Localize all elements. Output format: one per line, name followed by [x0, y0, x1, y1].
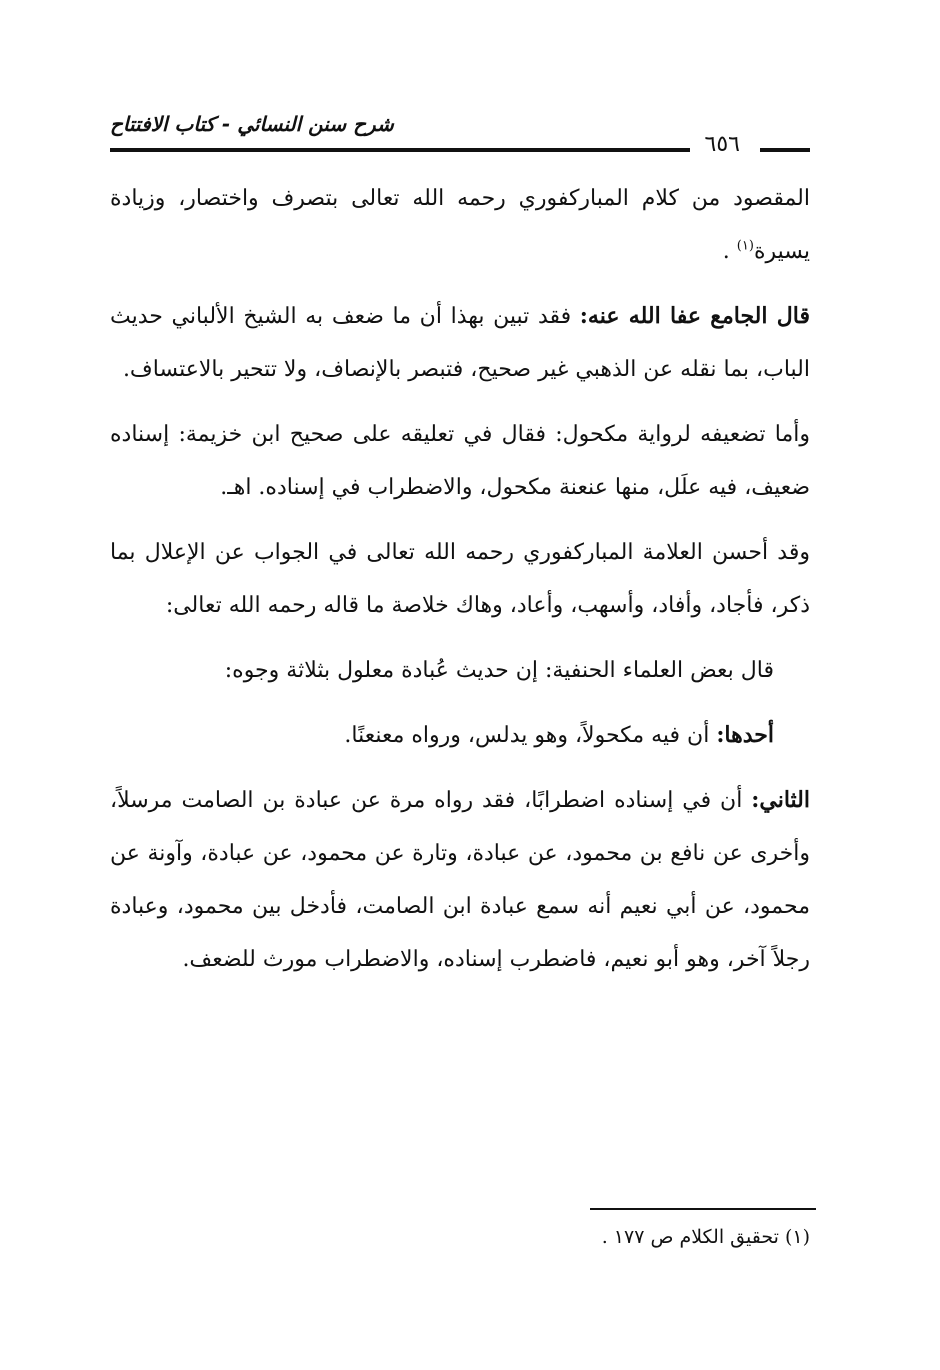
- paragraph-text: أن فيه مكحولاً، وهو يدلس، ورواه معنعنًا.: [344, 723, 717, 748]
- footnote-rule: [590, 1208, 816, 1210]
- paragraph-text: أن في إسناده اضطرابًا، فقد رواه مرة عن عبادة بن الصامت مرسلاً، وأخرى عن نافع بن محمود، عن عبادة، وتارة عن محمود، عن عبادة، وآونة عن محمود، عن أبي نعيم أنه سمع عبادة ابن الصامت، فأدخل بين محمود، وعبادة رجلاً آخر، وهو أبو نعيم، فاضطرب إسناده، والاضطراب مورث للضعف.: [110, 788, 810, 972]
- paragraph-2: [110, 290, 810, 396]
- paragraph-text: وأما تضعيفه لرواية مكحول: فقال في تعليقه على صحيح ابن خزيمة: إسناده ضعيف، فيه علَل، منها عنعنة مكحول، والاضطراب في إسناده. اهـ.: [110, 422, 810, 500]
- body-text: [110, 172, 810, 998]
- footnote-reference: (١): [736, 238, 754, 254]
- paragraph-4: [110, 526, 810, 632]
- paragraph-7: [110, 774, 810, 986]
- header-dash: [760, 148, 810, 152]
- page-number: ٦٥٦: [704, 132, 740, 157]
- paragraph-tail: .: [722, 239, 737, 264]
- book-title: شرح سنن النسائي - كتاب الافتتاح: [110, 112, 394, 136]
- paragraph-5: [110, 644, 810, 697]
- footnote-1: (١) تحقيق الكلام ص ١٧٧ .: [601, 1226, 810, 1248]
- paragraph-lead: أحدها:: [716, 722, 774, 748]
- paragraph-text: قال بعض العلماء الحنفية: إن حديث عُبادة معلول بثلاثة وجوه:: [224, 658, 774, 683]
- paragraph-6: [110, 709, 810, 762]
- paragraph-3: [110, 408, 810, 514]
- paragraph-text: وقد أحسن العلامة المباركفوري رحمه الله تعالى في الجواب عن الإعلال بما ذكر، فأجاد، وأفاد، وأسهب، وأعاد، وهاك خلاصة ما قاله رحمه الله تعالى:: [110, 540, 810, 618]
- paragraph-text: فقد تبين بهذا أن ما ضعف به الشيخ الألباني حديث الباب، بما نقله عن الذهبي غير صحيح، فتبصر بالإنصاف، ولا تتحير بالاعتساف.: [110, 304, 810, 382]
- paragraph-1: [110, 172, 810, 278]
- paragraph-text: المقصود من كلام المباركفوري رحمه الله تعالى بتصرف واختصار، وزيادة يسيرة: [110, 186, 810, 264]
- running-head: [110, 112, 810, 157]
- paragraph-lead: الثاني:: [751, 787, 810, 813]
- paragraph-lead: قال الجامع عفا الله عنه:: [579, 303, 810, 329]
- header-rule: [110, 148, 690, 152]
